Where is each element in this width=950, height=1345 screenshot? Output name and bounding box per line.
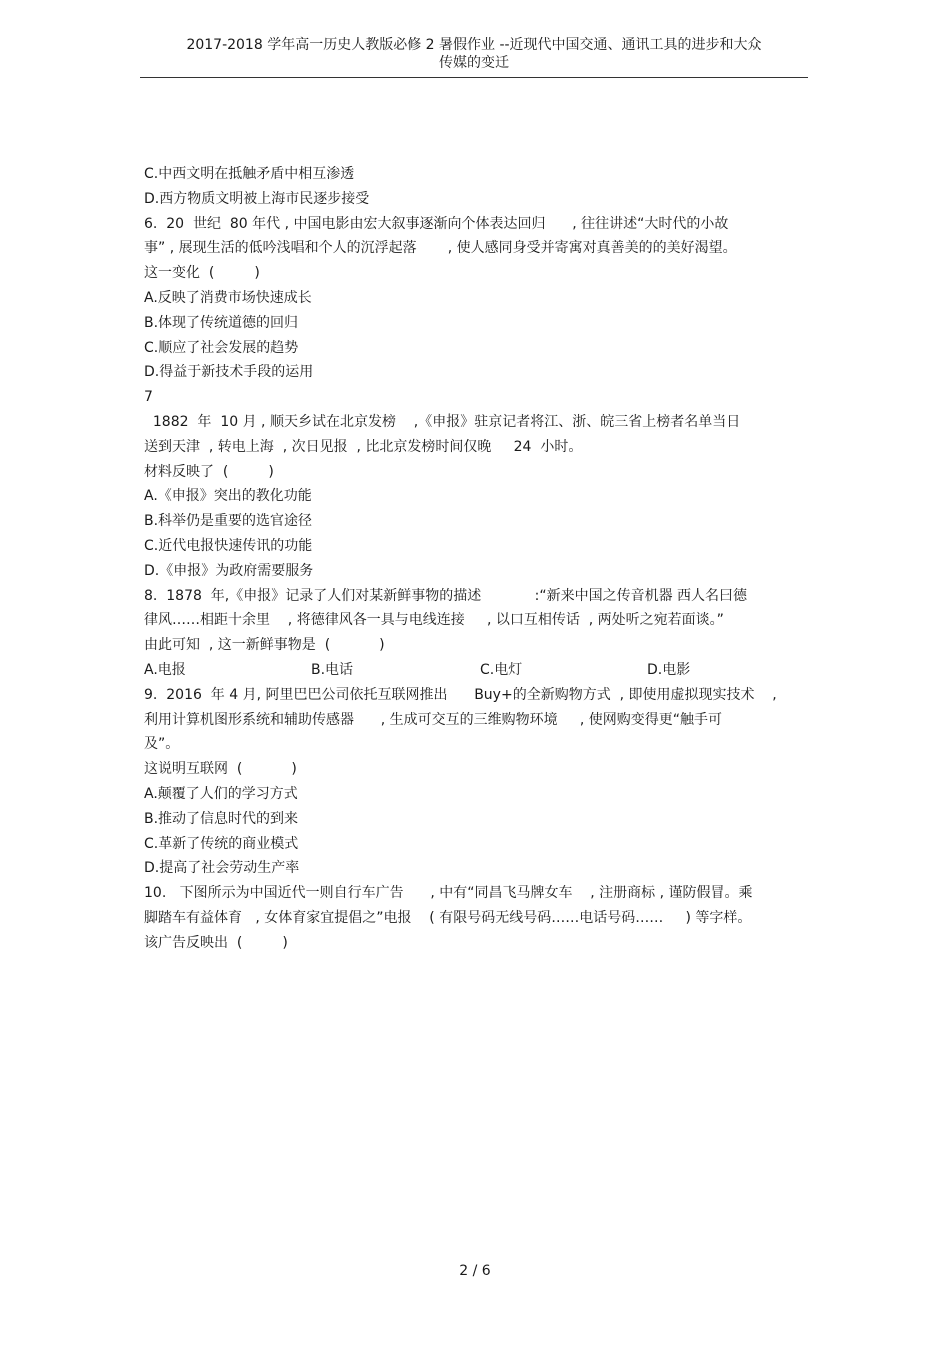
- text-line: D.《申报》为政府需要服务: [144, 562, 314, 579]
- text-line: 脚踏车有益体育 , 女体育家宜提倡之”电报 ( 有限号码无线号码……电话号码…… ) 等字样。: [144, 909, 752, 926]
- page-header: [140, 36, 808, 72]
- q8-option-d: D.电影: [647, 661, 691, 678]
- header-title-line-2: 传媒的变迁: [439, 55, 509, 71]
- text-line: 1882 年 10 月 , 顺天乡试在北京发榜 ,《申报》驻京记者将江、浙、皖三省上榜者名单当日: [144, 413, 741, 430]
- text-line: C.中西文明在抵触矛盾中相互渗透: [144, 166, 355, 182]
- page-number: 2 / 6: [459, 1263, 491, 1279]
- question-block-before-q8: [144, 162, 808, 658]
- header-title-line-1: 2017-2018 学年高一历史人教版必修 2 暑假作业 --近现代中国交通、通讯工具的进步和大众: [186, 37, 762, 53]
- q8-option-a: A.电报: [144, 661, 186, 678]
- q8-options-row: [144, 658, 808, 683]
- text-line: 这说明互联网 ( ): [144, 761, 297, 778]
- text-line: B.科举仍是重要的选官途径: [144, 513, 313, 530]
- text-line: C.顺应了社会发展的趋势: [144, 339, 299, 356]
- text-line: 利用计算机图形系统和辅助传感器 , 生成可交互的三维购物环境 , 使网购变得更“触手可: [144, 711, 723, 728]
- text-line: 这一变化 ( ): [144, 265, 260, 282]
- text-line: A.颠覆了人们的学习方式: [144, 785, 298, 802]
- text-line: A.反映了消费市场快速成长: [144, 289, 312, 306]
- text-line: 材料反映了 ( ): [144, 463, 274, 480]
- text-line: B.推动了信息时代的到来: [144, 810, 299, 827]
- text-line: B.体现了传统道德的回归: [144, 314, 299, 331]
- text-line: D.提高了社会劳动生产率: [144, 860, 300, 877]
- text-line: 律风……相距十余里 , 将德律风各一具与电线连接 , 以口互相传话 , 两处听之宛若面谈。”: [144, 612, 724, 629]
- text-line: 由此可知 , 这一新鲜事物是 ( ): [144, 637, 385, 654]
- header-divider: [140, 77, 808, 78]
- text-line: D.得益于新技术手段的运用: [144, 364, 314, 381]
- q8-option-c: C.电灯: [480, 661, 523, 678]
- q8-option-b: B.电话: [311, 661, 354, 678]
- text-line: C.近代电报快速传讯的功能: [144, 537, 313, 554]
- text-line: 7: [144, 389, 153, 406]
- text-line: 9. 2016 年 4 月, 阿里巴巴公司依托互联网推出 Buy+的全新购物方式 , 即使用虚拟现实技术 ,: [144, 686, 777, 703]
- text-line: D.西方物质文明被上海市民逐步接受: [144, 190, 370, 207]
- text-line: 该广告反映出 ( ): [144, 934, 288, 951]
- text-line: 8. 1878 年,《申报》记录了人们对某新鲜事物的描述 :“新来中国之传音机器 西人名曰德: [144, 587, 748, 604]
- question-block-after-q8: [144, 683, 808, 956]
- text-line: 送到天津 , 转电上海 , 次日见报 , 比北京发榜时间仅晚 24 小时。: [144, 438, 583, 455]
- text-line: C.革新了传统的商业模式: [144, 835, 299, 852]
- document-body: [144, 162, 808, 956]
- text-line: A.《申报》突出的教化功能: [144, 488, 312, 505]
- text-line: 6. 20 世纪 80 年代 , 中国电影由宏大叙事逐渐向个体表达回归 , 往往讲述“大时代的小故: [144, 215, 729, 232]
- text-line: 10. 下图所示为中国近代一则自行车广告 , 中有“同昌飞马牌女车 , 注册商标 , 谨防假冒。乘: [144, 885, 753, 902]
- text-line: 事” , 展现生活的低吟浅唱和个人的沉浮起落 , 使人感同身受并寄寓对真善美的的美好渴望。: [144, 240, 737, 257]
- text-line: 及”。: [144, 736, 180, 753]
